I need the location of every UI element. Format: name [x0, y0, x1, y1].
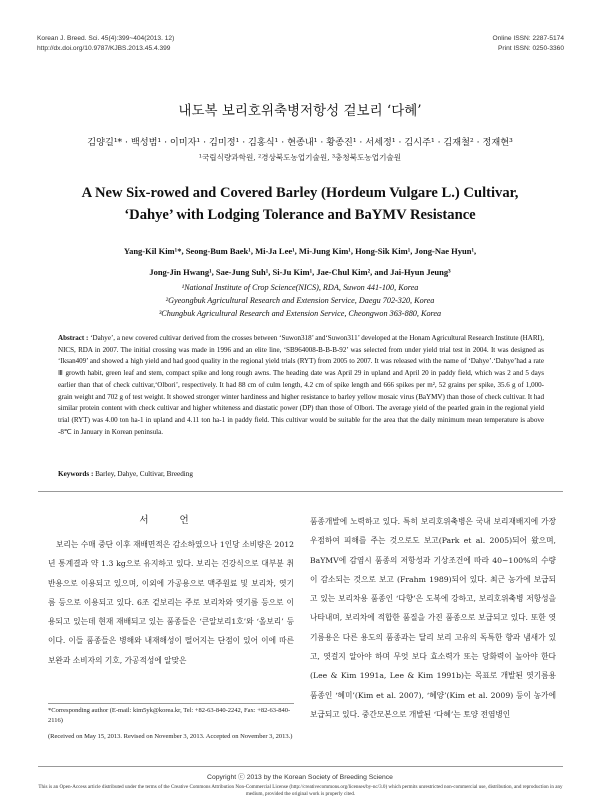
- english-authors-line2: Jong-Jin Hwang¹, Sae-Jung Suh¹, Si-Ju Kim¹, Jae-Chul Kim², and Jai-Hyun Jeung³: [149, 267, 451, 277]
- license-notice: This is an Open-Access article distributed under the terms of the Creative Commons Attribution Non-Commercial License (http://creativecommons.org/licenses/by-nc/3.0) which permits unrestricted non-commercial use, distribution, and reproduction in any medium, provided the original work is properly cited.: [38, 784, 563, 798]
- section-divider: [38, 491, 563, 492]
- keywords: [58, 470, 544, 478]
- footnote-divider: [48, 703, 294, 704]
- keywords-label: Keywords :: [58, 470, 94, 478]
- abstract-text: ‘Dahye’, a new covered cultivar derived from the crosses between ‘Suwon318’ and‘Suwon311’ developed at the Honam Agricultural Research Institute (HARI), NICS, RDA in 2007. The initial crossing was made in 1996 and an elite line, ‘SB964008-B-B-B-92’ was selected from under yield trial test in 2004. It was designed as ‘Iksan409’ and showed a high yield and had good quality in the regional yield trials (RYT) from 2005 to 2007. It was released with the name of ‘Dahye’.‘Dahye’had a rate Ⅲ growth habit, green leaf and stem, compact spike and long rough awns. The heading date was April 29 in upland and April 20 in paddy field, which was 2 and 5 days earlier than that of check cultivar,‘Olbori’, respectively. It had 88 cm of culm length, 4.2 cm of spike length and 666 spikes per m², 52 grains per spike, 35.6 g of 1,000-grain weight and 702 g of test weight. It showed stronger winter hardiness and higher resistance to barley yellow mosaic virus (BaYMV) than those of check cultivar. It had similar protein content with check cultivar and higher whiteness and diastatic power (DP) than those of Olbori. The average yield of the pearled grain in the regional yield trial (RYT) was 4.00 ton ha-1 in upland and 4.11 ton ha-1 in paddy field. This cultivar would be suitable for the area that the daily minimum mean temperature is above -8℃ in January in Korean peninsula.: [58, 334, 544, 436]
- korean-authors: 김양길¹* · 백성범¹ · 이미자¹ · 김미정¹ · 김홍식¹ · 현종내¹ · 황종진¹ · 서세정¹ · 김시주¹ · 김재철² · 정재현³: [87, 137, 513, 148]
- english-affiliations: [45, 281, 555, 320]
- english-title: [40, 182, 560, 226]
- english-title-line2: ‘Dahye’ with Lodging Tolerance and BaYMV Resistance: [124, 207, 476, 223]
- affiliation-2: ²Gyeongbuk Agricultural Research and Extension Service, Daegu 702-320, Korea: [165, 296, 435, 305]
- intro-paragraph-right: 품종개발에 노력하고 있다. 특히 보리호위축병은 국내 보리재배지에 가장 우점하여 피해를 주는 것으로도 보고(Park et al. 2005)되어 왔으며, BaYMV에 감염시 품종의 저항성과 기상조건에 따라 40∼100%의 수량이 감소되는 것으로 보고 (Frahm 1989)되어 있다. 최근 농가에 보급되고 있는 보리차용 품종인 ‘다향’은 도복에 강하고, 보리호위축병 저항성을 나타내며, 보리차에 적합한 품질을 가진 품종으로 보급되고 있다. 또한 엿기름용은 다른 용도의 품종과는 달리 보리 고유의 독특한 향과 냄새가 있고, 엿걸지 알아야 하며 무엇 보다 효소력가 또는 당화력이 높아야 한다(Lee & Kim 1991a, Lee & Kim 1991b)는 목표로 개발된 엿기름용 품종인 ‘혜미’(Kim et al. 2007), ‘혜양’(Kim et al. 2009) 등이 농가에 보급되고 있다. 중간모본으로 개발된 ‘다혜’는 토양 전염병인: [310, 517, 556, 719]
- doi-link[interactable]: http://dx.doi.org/10.9787/KJBS.2013.45.4.399: [37, 45, 171, 52]
- print-issn: Print ISSN: 0250-3360: [498, 45, 564, 52]
- footnote: [48, 706, 294, 748]
- received-dates: (Received on May 15, 2013. Revised on November 3, 2013. Accepted on November 3, 2013.): [48, 733, 293, 740]
- affiliation-1: ¹National Institute of Crop Science(NICS), RDA, Suwon 441-100, Korea: [181, 283, 419, 292]
- journal-citation: Korean J. Breed. Sci. 45(4):399~404(2013. 12): [37, 35, 175, 42]
- korean-affiliations: ¹국립식량과학원, ²경상북도농업기술원, ³충청북도농업기술원: [198, 153, 402, 162]
- english-authors-line1: Yang-Kil Kim¹*, Seong-Bum Baek¹, Mi-Ja Lee¹, Mi-Jung Kim¹, Hong-Sik Kim¹, Jong-Nae Hyun¹,: [123, 246, 477, 256]
- abstract-label: Abstract :: [58, 334, 89, 342]
- korean-title: 내도복 보리호위축병저항성 겉보리 ‘다혜’: [178, 103, 422, 119]
- intro-paragraph-left: 보리는 수매 중단 이후 재배면적은 감소하였으나 1인당 소비량은 2012년 통계결과 약 1.3 kg으로 유지하고 있다. 보리는 건강식으로 대부분 취반용으로 이용되고 있으며, 이외에 가공용으로 맥주원료 및 보리차, 엿기름 등으로 이용되고 있다. 6조 겉보리는 주로 보리차와 엿기름 등으로 이용되고 있는데 현재 재배되고 있는 품종들은 ‘큰알보리1호’와 ‘올보리’ 등이다. 이들 품종들은 병해와 내재해성이 떨어지는 단점이 있어 이에 따른 보완과 소비자의 기호, 가공적성에 알맞은: [48, 540, 294, 665]
- footer-divider: [38, 766, 563, 767]
- affiliation-3: ³Chungbuk Agricultural Research and Extension Service, Cheongwon 363-880, Korea: [158, 309, 442, 318]
- abstract: [58, 333, 544, 438]
- journal-citation-block: [37, 34, 174, 54]
- right-column: [310, 512, 556, 724]
- english-authors: [45, 241, 555, 283]
- issn-block: [493, 34, 564, 54]
- section-heading-introduction: 서 언: [139, 515, 203, 526]
- english-title-line1: A New Six-rowed and Covered Barley (Hordeum Vulgare L.) Cultivar,: [81, 185, 519, 201]
- keywords-text: Barley, Dahye, Cultivar, Breeding: [95, 470, 193, 478]
- corresponding-author: *Corresponding author (E-mail: kim5yk@korea.kr, Tel: +82-63-840-2242, Fax: +82-63-840-2116): [48, 707, 291, 724]
- copyright: Copyright ⓒ 2013 by the Korean Society of Breeding Science: [207, 774, 393, 781]
- left-column: [48, 512, 294, 670]
- online-issn: Online ISSN: 2287-5174: [492, 35, 564, 42]
